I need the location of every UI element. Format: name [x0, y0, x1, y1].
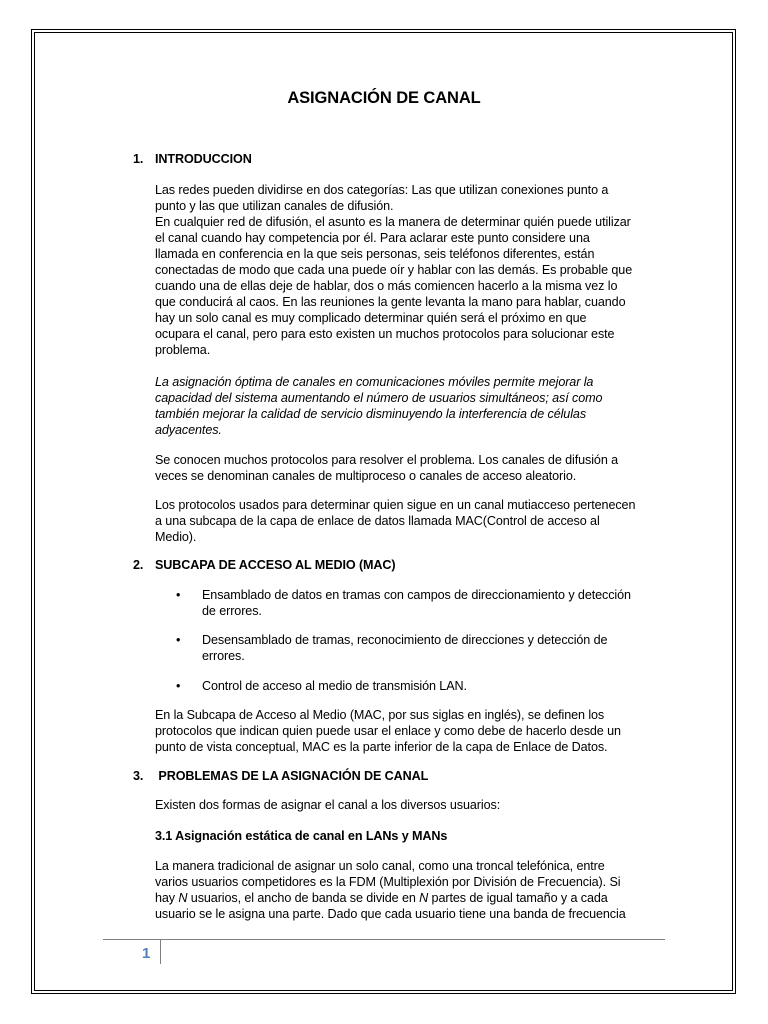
section-heading-1 [133, 151, 252, 167]
subsection-heading: 3.1 Asignación estática de canal en LANs y MANs [155, 829, 448, 843]
paragraph-line: La manera tradicional de asignar un solo canal, como una troncal telefónica, entre [155, 859, 605, 873]
bullet-icon: • [176, 588, 181, 602]
page-number: 1 [142, 945, 151, 962]
paragraph-mac-definition: En la Subcapa de Acceso al Medio (MAC, por sus siglas en inglés), se definen los protocolos que indican quien puede usar el enlace y como debe de hacerlo desde un punto de vista conceptual, MAC es la parte inferior de la capa de Enlace de Datos. [155, 708, 621, 754]
list-item [176, 678, 666, 694]
paragraph-italic-quote: La asignación óptima de canales en comunicaciones móviles permite mejorar la capacidad del sistema aumentando el número de usuarios simultáneos; así como también mejorar la calidad de servicio disminuyendo la interferencia de células adyacentes. [155, 375, 603, 437]
bullet-icon: • [176, 679, 181, 693]
list-item [176, 587, 666, 619]
text-run: usuarios, el ancho de banda se divide en [187, 891, 420, 905]
paragraph-protocols: Se conocen muchos protocolos para resolver el problema. Los canales de difusión a veces se denominan canales de multiproceso o canales de acceso aleatorio. [155, 453, 619, 483]
footer-rule [103, 939, 665, 940]
section-title: PROBLEMAS DE LA ASIGNACIÓN DE CANAL [155, 769, 429, 783]
section-heading-2 [133, 557, 396, 573]
section-number: 3. [133, 769, 144, 783]
bullet-icon: • [176, 633, 181, 647]
paragraph-line: varios usuarios competidores es la FDM (Multiplexión por División de Frecuencia). Si [155, 875, 621, 889]
text-run-italic: N [419, 891, 429, 905]
document-title: ASIGNACIÓN DE CANAL [287, 89, 481, 107]
list-item-text: Desensamblado de tramas, reconocimiento de direcciones y detección de errores. [202, 633, 608, 663]
paragraph-intro: Las redes pueden dividirse en dos categorías: Las que utilizan conexiones punto a punto y las que utilizan canales de difusión. En cualquier red de difusión, el asunto es la manera de determinar quién puede utilizar el canal cuando hay competencia por él. Para aclarar este punto considere una llamada en conferencia en la que seis personas, seis teléfonos diferentes, están conectadas de modo que cada una puede oír y hablar con las demás. Es probable que cuando una de ellas deje de hablar, dos o más comiencen hacerlo a la misma vez lo que conducirá al caos. En las reuniones la gente levanta la mano para hablar, cuando hay un solo canal es muy complicado determinar quién será el próximo en que ocupara el canal, pero para esto existen un muchos protocolos para solucionar este problema. [155, 183, 633, 357]
section-number: 2. [133, 558, 144, 572]
list-item [176, 632, 666, 664]
text-run: partes de igual tamaño y a cada [428, 891, 608, 905]
paragraph-mac-sublayer: Los protocolos usados para determinar quien sigue en un canal mutiacceso pertenecen a una subcapa de la capa de enlace de datos llamada MAC(Control de acceso al Medio). [155, 498, 636, 544]
paragraph-line: usuario se le asigna una parte. Dado que cada usuario tiene una banda de frecuencia [155, 907, 626, 921]
paragraph-two-ways: Existen dos formas de asignar el canal a los diversos usuarios: [155, 798, 501, 812]
paragraph-line [155, 890, 675, 906]
text-run: hay [155, 891, 179, 905]
paragraph-fdm [155, 858, 675, 922]
page-number-separator [160, 940, 161, 964]
text-run-italic: N [178, 891, 188, 905]
list-item-text: Ensamblado de datos en tramas con campos de direccionamiento y detección de errores. [202, 588, 631, 618]
section-title: INTRODUCCION [155, 152, 252, 166]
section-number: 1. [133, 152, 144, 166]
list-item-text: Control de acceso al medio de transmisión LAN. [202, 679, 467, 693]
section-heading-3 [133, 768, 428, 784]
section-title: SUBCAPA DE ACCESO AL MEDIO (MAC) [155, 558, 396, 572]
